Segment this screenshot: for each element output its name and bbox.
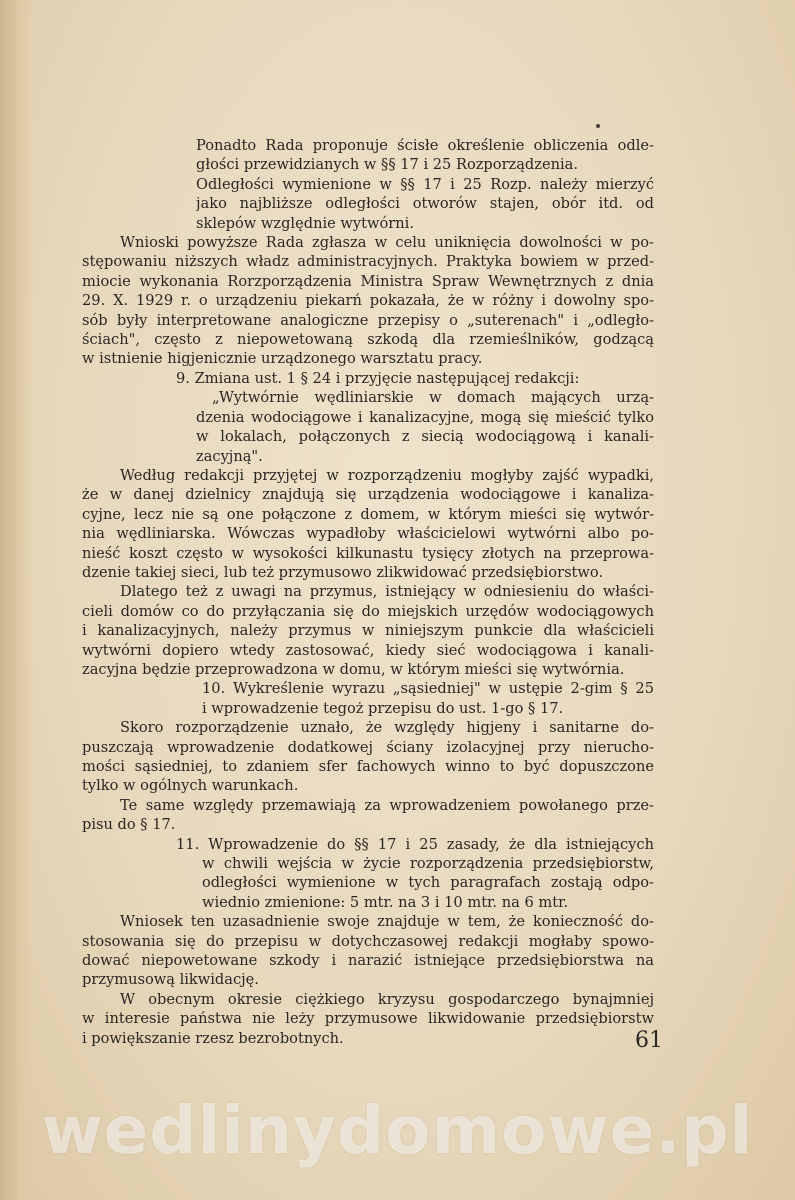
text-line: że w danej dzielnicy znajdują się urządzenia wodociągowe i kanaliza-	[82, 486, 654, 504]
watermark: wedlinydomowe.pl	[41, 1092, 754, 1169]
text-line: mości sąsiedniej, to zdaniem sfer fachowych winno to być dopuszczone	[82, 758, 654, 775]
text-line: cyjne, lecz nie są one połączone z domem, w którym mieści się wytwór-	[82, 505, 654, 523]
text-line: tylko w ogólnych warunkach.	[82, 777, 299, 795]
text-line: ściach", często z niepowetowaną szkodą dla rzemieślników, godzącą	[82, 331, 654, 349]
text-line: zacyjną".	[196, 447, 263, 465]
page-number: 61	[635, 1028, 663, 1053]
text-line: nieść koszt często w wysokości kilkunastu tysięcy złotych na przeprowa-	[82, 544, 654, 562]
text-line: wiednio zmienione: 5 mtr. na 3 i 10 mtr. na 6 mtr.	[202, 893, 569, 911]
text-line: W obecnym okresie ciężkiego kryzysu gospodarczego bynajmniej	[120, 990, 654, 1008]
text-line: i powiększanie rzesz bezrobotnych.	[82, 1029, 344, 1047]
text-line: puszczają wprowadzenie dodatkowej ściany izolacyjnej przy nierucho-	[82, 738, 654, 756]
text-line: zacyjna będzie przeprowadzona w domu, w którym mieści się wytwórnia.	[82, 660, 625, 678]
text-line: w interesie państwa nie leży przymusowe likwidowanie przedsiębiorstw	[82, 1010, 654, 1028]
text-line: dować niepowetowane szkody i narazić istniejące przedsiębiorstwa na	[82, 952, 654, 970]
text-line: odległości wymienione w tych paragrafach zostają odpo-	[202, 874, 654, 892]
text-line: Odległości wymienione w §§ 17 i 25 Rozp. należy mierzyć	[196, 175, 654, 193]
text-line: cieli domów co do przyłączania się do miejskich urzędów wodociągowych	[82, 602, 654, 620]
text-line: 29. X. 1929 r. o urządzeniu piekarń pokazała, że w różny i dowolny spo-	[82, 292, 654, 310]
text-line: Dlatego też z uwagi na przymus, istniejący w odniesieniu do właści-	[120, 583, 654, 601]
text-line: Wniosek ten uzasadnienie swoje znajduje w tem, że konieczność do-	[120, 913, 654, 931]
text-line: stosowania się do przepisu w dotychczasowej redakcji mogłaby spowo-	[82, 932, 654, 950]
text-line: pisu do § 17.	[82, 816, 176, 834]
text-line: miocie wykonania Rorzporządzenia Ministra Spraw Wewnętrznych z dnia	[82, 272, 654, 290]
text-line: 10. Wykreślenie wyrazu „sąsiedniej" w ustępie 2-gim § 25	[202, 680, 654, 698]
text-line: dzenie takiej sieci, lub też przymusowo zlikwidować przedsiębiorstwo.	[82, 563, 604, 581]
text-line: Wnioski powyższe Rada zgłasza w celu uniknięcia dowolności w po-	[120, 234, 654, 252]
text-line: w lokalach, połączonych z siecią wodociągową i kanali-	[196, 428, 654, 446]
text-line: i wprowadzenie tegoż przepisu do ust. 1-go § 17.	[202, 699, 564, 717]
text-line: Skoro rozporządzenie uznało, że względy higjeny i sanitarne do-	[120, 719, 654, 737]
text-line: w istnienie higjenicznie urządzonego warsztatu pracy.	[82, 350, 483, 368]
text-line: jako najbliższe odległości otworów stajen, obór itd. od	[196, 195, 654, 213]
text-line: głości przewidzianych w §§ 17 i 25 Rozporządzenia.	[196, 156, 579, 174]
text-line: Ponadto Rada proponuje ścisłe określenie obliczenia odle-	[196, 137, 654, 154]
text-line: w chwili wejścia w życie rozporządzenia przedsiębiorstw,	[202, 855, 654, 873]
text-line: 9. Zmiana ust. 1 § 24 i przyjęcie następującej redakcji:	[176, 369, 580, 387]
text-line: dzenia wodociągowe i kanalizacyjne, mogą się mieścić tylko	[196, 408, 654, 426]
body-text	[82, 136, 654, 1048]
text-line: „Wytwórnie wędliniarskie w domach mających urzą-	[212, 389, 654, 407]
text-line: Te same względy przemawiają za wprowadzeniem powołanego prze-	[120, 796, 654, 814]
text-line: przymusową likwidację.	[82, 971, 259, 989]
text-line: sklepów względnie wytwórni.	[196, 214, 414, 232]
ink-spot	[596, 124, 600, 128]
text-line: wytwórni dopiero wtedy zastosować, kiedy sieć wodociągowa i kanali-	[82, 641, 654, 659]
page-gutter-shadow	[0, 0, 34, 1200]
text-line: sób były interpretowane analogiczne przepisy o „suterenach" i „odległo-	[82, 311, 654, 329]
text-line: stępowaniu niższych władz administracyjnych. Praktyka bowiem w przed-	[82, 253, 654, 271]
text-line: nia wędliniarska. Wówczas wypadłoby właścicielowi wytwórni albo po-	[82, 525, 654, 543]
text-line: 11. Wprowadzenie do §§ 17 i 25 zasady, że dla istniejących	[176, 835, 654, 853]
text-line: i kanalizacyjnych, należy przymus w niniejszym punkcie dla właścicieli	[82, 622, 654, 640]
text-line: Według redakcji przyjętej w rozporządzeniu mogłyby zajść wypadki,	[120, 466, 654, 484]
